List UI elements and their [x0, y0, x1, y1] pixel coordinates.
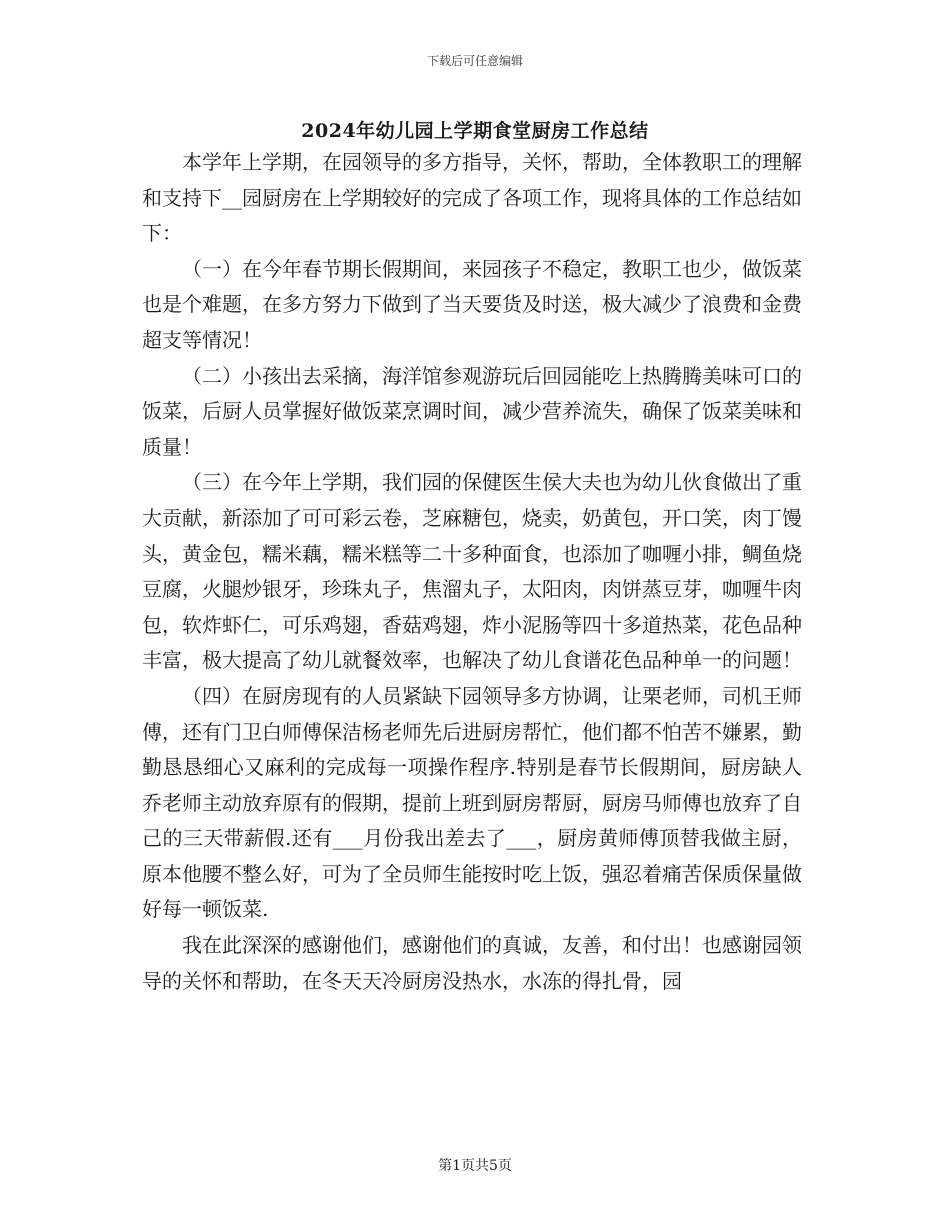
page-number: 第1页共5页 — [438, 1158, 512, 1174]
header-note: 下载后可任意编辑 — [426, 54, 523, 68]
paragraph-2: （二）小孩出去采摘，海洋馆参观游玩后回园能吃上热腾腾美味可口的饭菜，后厨人员掌握好做饭菜烹调时间，减少营养流失，确保了饭菜美味和质量！ — [142, 363, 802, 459]
paragraph-3: （三）在今年上学期，我们园的保健医生侯大夫也为幼儿伙食做出了重大贡献，新添加了可可彩云卷，芝麻糖包，烧卖，奶黄包，开口笑，肉丁馒头，黄金包，糯米藕，糯米糕等二十多种面食，也添加了咖喱小排，鲷鱼烧豆腐，火腿炒银牙，珍珠丸子，焦溜丸子，太阳肉，肉饼蒸豆芽，咖喱牛肉包，软炸虾仁，可乐鸡翅，香菇鸡翅，炸小泥肠等四十多道热菜，花色品种丰富，极大提高了幼儿就餐效率，也解决了幼儿食谱花色品种单一的问题！ — [142, 470, 802, 673]
paragraph-4: （四）在厨房现有的人员紧缺下园领导多方协调，让栗老师，司机王师傅，还有门卫白师傅保洁杨老师先后进厨房帮忙，他们都不怕苦不嫌累，勤勤恳恳细心又麻利的完成每一项操作程序.特别是春节长假期间，厨房缺人乔老师主动放弃原有的假期，提前上班到厨房帮厨，厨房马师傅也放弃了自己的三天带薪假.还有___月份我出差去了___，厨房黄师傅顶替我做主厨，原本他腰不整么好，可为了全员师生能按时吃上饭，强忍着痛苦保质保量做好每一顿饭菜. — [142, 683, 802, 922]
paragraph-closing: 我在此深深的感谢他们，感谢他们的真诚，友善，和付出！也感谢园领导的关怀和帮助，在冬天天冷厨房没热水，水冻的得扎骨，园 — [142, 933, 802, 993]
document-title: 2024年幼儿园上学期食堂厨房工作总结 — [301, 120, 649, 142]
document-body — [142, 145, 802, 999]
paragraph-intro: 本学年上学期，在园领导的多方指导，关怀，帮助，全体教职工的理解和支持下__园厨房在上学期较好的完成了各项工作，现将具体的工作总结如下： — [142, 150, 802, 246]
paragraph-1: （一）在今年春节期长假期间，来园孩子不稳定，教职工也少，做饭菜也是个难题，在多方努力下做到了当天要货及时送，极大减少了浪费和金费超支等情况！ — [142, 256, 802, 352]
